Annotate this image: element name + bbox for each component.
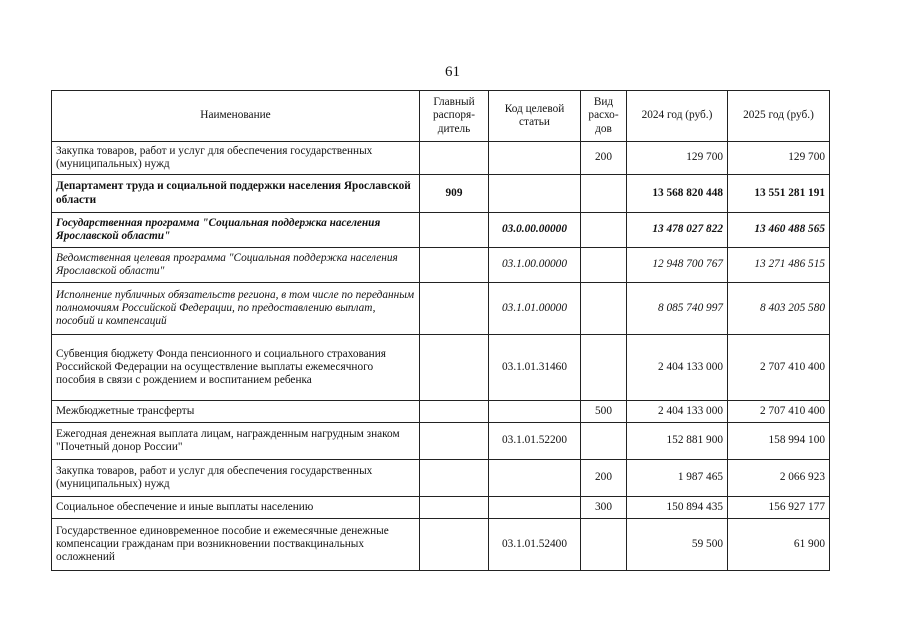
row-2024-cell: 8 085 740 997 [627,283,728,335]
row-name-cell: Закупка товаров, работ и услуг для обеспечения государственных (муниципальных) нужд [52,460,420,497]
row-code-cell [489,401,581,423]
row-admin-cell [420,248,489,283]
row-2025-cell: 156 927 177 [728,497,830,519]
row-code-cell: 03.1.01.00000 [489,283,581,335]
row-kind-cell: 200 [581,460,627,497]
row-admin-cell [420,497,489,519]
row-name-cell: Субвенция бюджету Фонда пенсионного и социального страхования Российской Федерации на осуществление выплаты ежемесячного пособия в связи с рождением и воспитанием ребенка [52,335,420,401]
row-admin-cell [420,213,489,248]
table-row [52,335,830,401]
row-name-cell: Государственная программа "Социальная поддержка населения Ярославской области" [52,213,420,248]
table-row [52,497,830,519]
row-admin-cell [420,335,489,401]
table-row [52,401,830,423]
row-name-cell: Социальное обеспечение и иные выплаты населению [52,497,420,519]
row-name-cell: Ежегодная денежная выплата лицам, награжденным нагрудным знаком "Почетный донор России" [52,423,420,460]
budget-table [51,90,830,571]
row-code-cell [489,175,581,213]
row-admin-cell: 909 [420,175,489,213]
header-admin: Главный распоря-дитель [420,91,489,142]
row-kind-cell: 200 [581,142,627,175]
row-2025-cell: 13 551 281 191 [728,175,830,213]
row-2025-cell: 2 707 410 400 [728,335,830,401]
row-kind-cell [581,213,627,248]
header-2024: 2024 год (руб.) [627,91,728,142]
page-number: 61 [445,64,460,80]
row-admin-cell [420,283,489,335]
row-2024-cell: 129 700 [627,142,728,175]
row-2024-cell: 13 568 820 448 [627,175,728,213]
row-kind-cell: 500 [581,401,627,423]
row-2024-cell: 1 987 465 [627,460,728,497]
table-row [52,175,830,213]
row-2025-cell: 2 066 923 [728,460,830,497]
row-name-cell: Департамент труда и социальной поддержки населения Ярославской области [52,175,420,213]
table-row [52,519,830,571]
table-row [52,460,830,497]
row-2024-cell: 59 500 [627,519,728,571]
row-name-cell: Межбюджетные трансферты [52,401,420,423]
row-2024-cell: 2 404 133 000 [627,335,728,401]
row-2025-cell: 129 700 [728,142,830,175]
row-admin-cell [420,142,489,175]
row-2024-cell: 13 478 027 822 [627,213,728,248]
row-2024-cell: 2 404 133 000 [627,401,728,423]
row-2025-cell: 2 707 410 400 [728,401,830,423]
header-name: Наименование [52,91,420,142]
row-kind-cell [581,175,627,213]
row-kind-cell [581,248,627,283]
row-2024-cell: 150 894 435 [627,497,728,519]
row-name-cell: Закупка товаров, работ и услуг для обеспечения государственных (муниципальных) нужд [52,142,420,175]
table-row [52,283,830,335]
table-header-row [52,91,830,142]
row-name-cell: Исполнение публичных обязательств региона, в том числе по переданным полномочиям Российской Федерации, по предоставлению выплат, пособий и компенсаций [52,283,420,335]
row-admin-cell [420,401,489,423]
row-kind-cell [581,335,627,401]
row-2025-cell: 8 403 205 580 [728,283,830,335]
row-kind-cell [581,283,627,335]
row-2024-cell: 152 881 900 [627,423,728,460]
row-2025-cell: 61 900 [728,519,830,571]
table-row [52,423,830,460]
row-code-cell: 03.1.01.52200 [489,423,581,460]
row-code-cell [489,497,581,519]
row-code-cell [489,142,581,175]
row-code-cell: 03.1.00.00000 [489,248,581,283]
table-row [52,248,830,283]
row-kind-cell [581,519,627,571]
row-code-cell: 03.1.01.52400 [489,519,581,571]
table-row [52,213,830,248]
row-admin-cell [420,423,489,460]
row-admin-cell [420,460,489,497]
row-2025-cell: 13 271 486 515 [728,248,830,283]
row-admin-cell [420,519,489,571]
row-code-cell: 03.1.01.31460 [489,335,581,401]
row-2024-cell: 12 948 700 767 [627,248,728,283]
row-name-cell: Ведомственная целевая программа "Социальная поддержка населения Ярославской области" [52,248,420,283]
header-2025: 2025 год (руб.) [728,91,830,142]
table-row [52,142,830,175]
row-code-cell [489,460,581,497]
header-kind: Вид расхо-дов [581,91,627,142]
row-kind-cell: 300 [581,497,627,519]
row-kind-cell [581,423,627,460]
row-2025-cell: 13 460 488 565 [728,213,830,248]
header-code: Код целевой статьи [489,91,581,142]
row-name-cell: Государственное единовременное пособие и ежемесячные денежные компенсации гражданам при возникновении поствакцинальных осложнений [52,519,420,571]
row-code-cell: 03.0.00.00000 [489,213,581,248]
row-2025-cell: 158 994 100 [728,423,830,460]
